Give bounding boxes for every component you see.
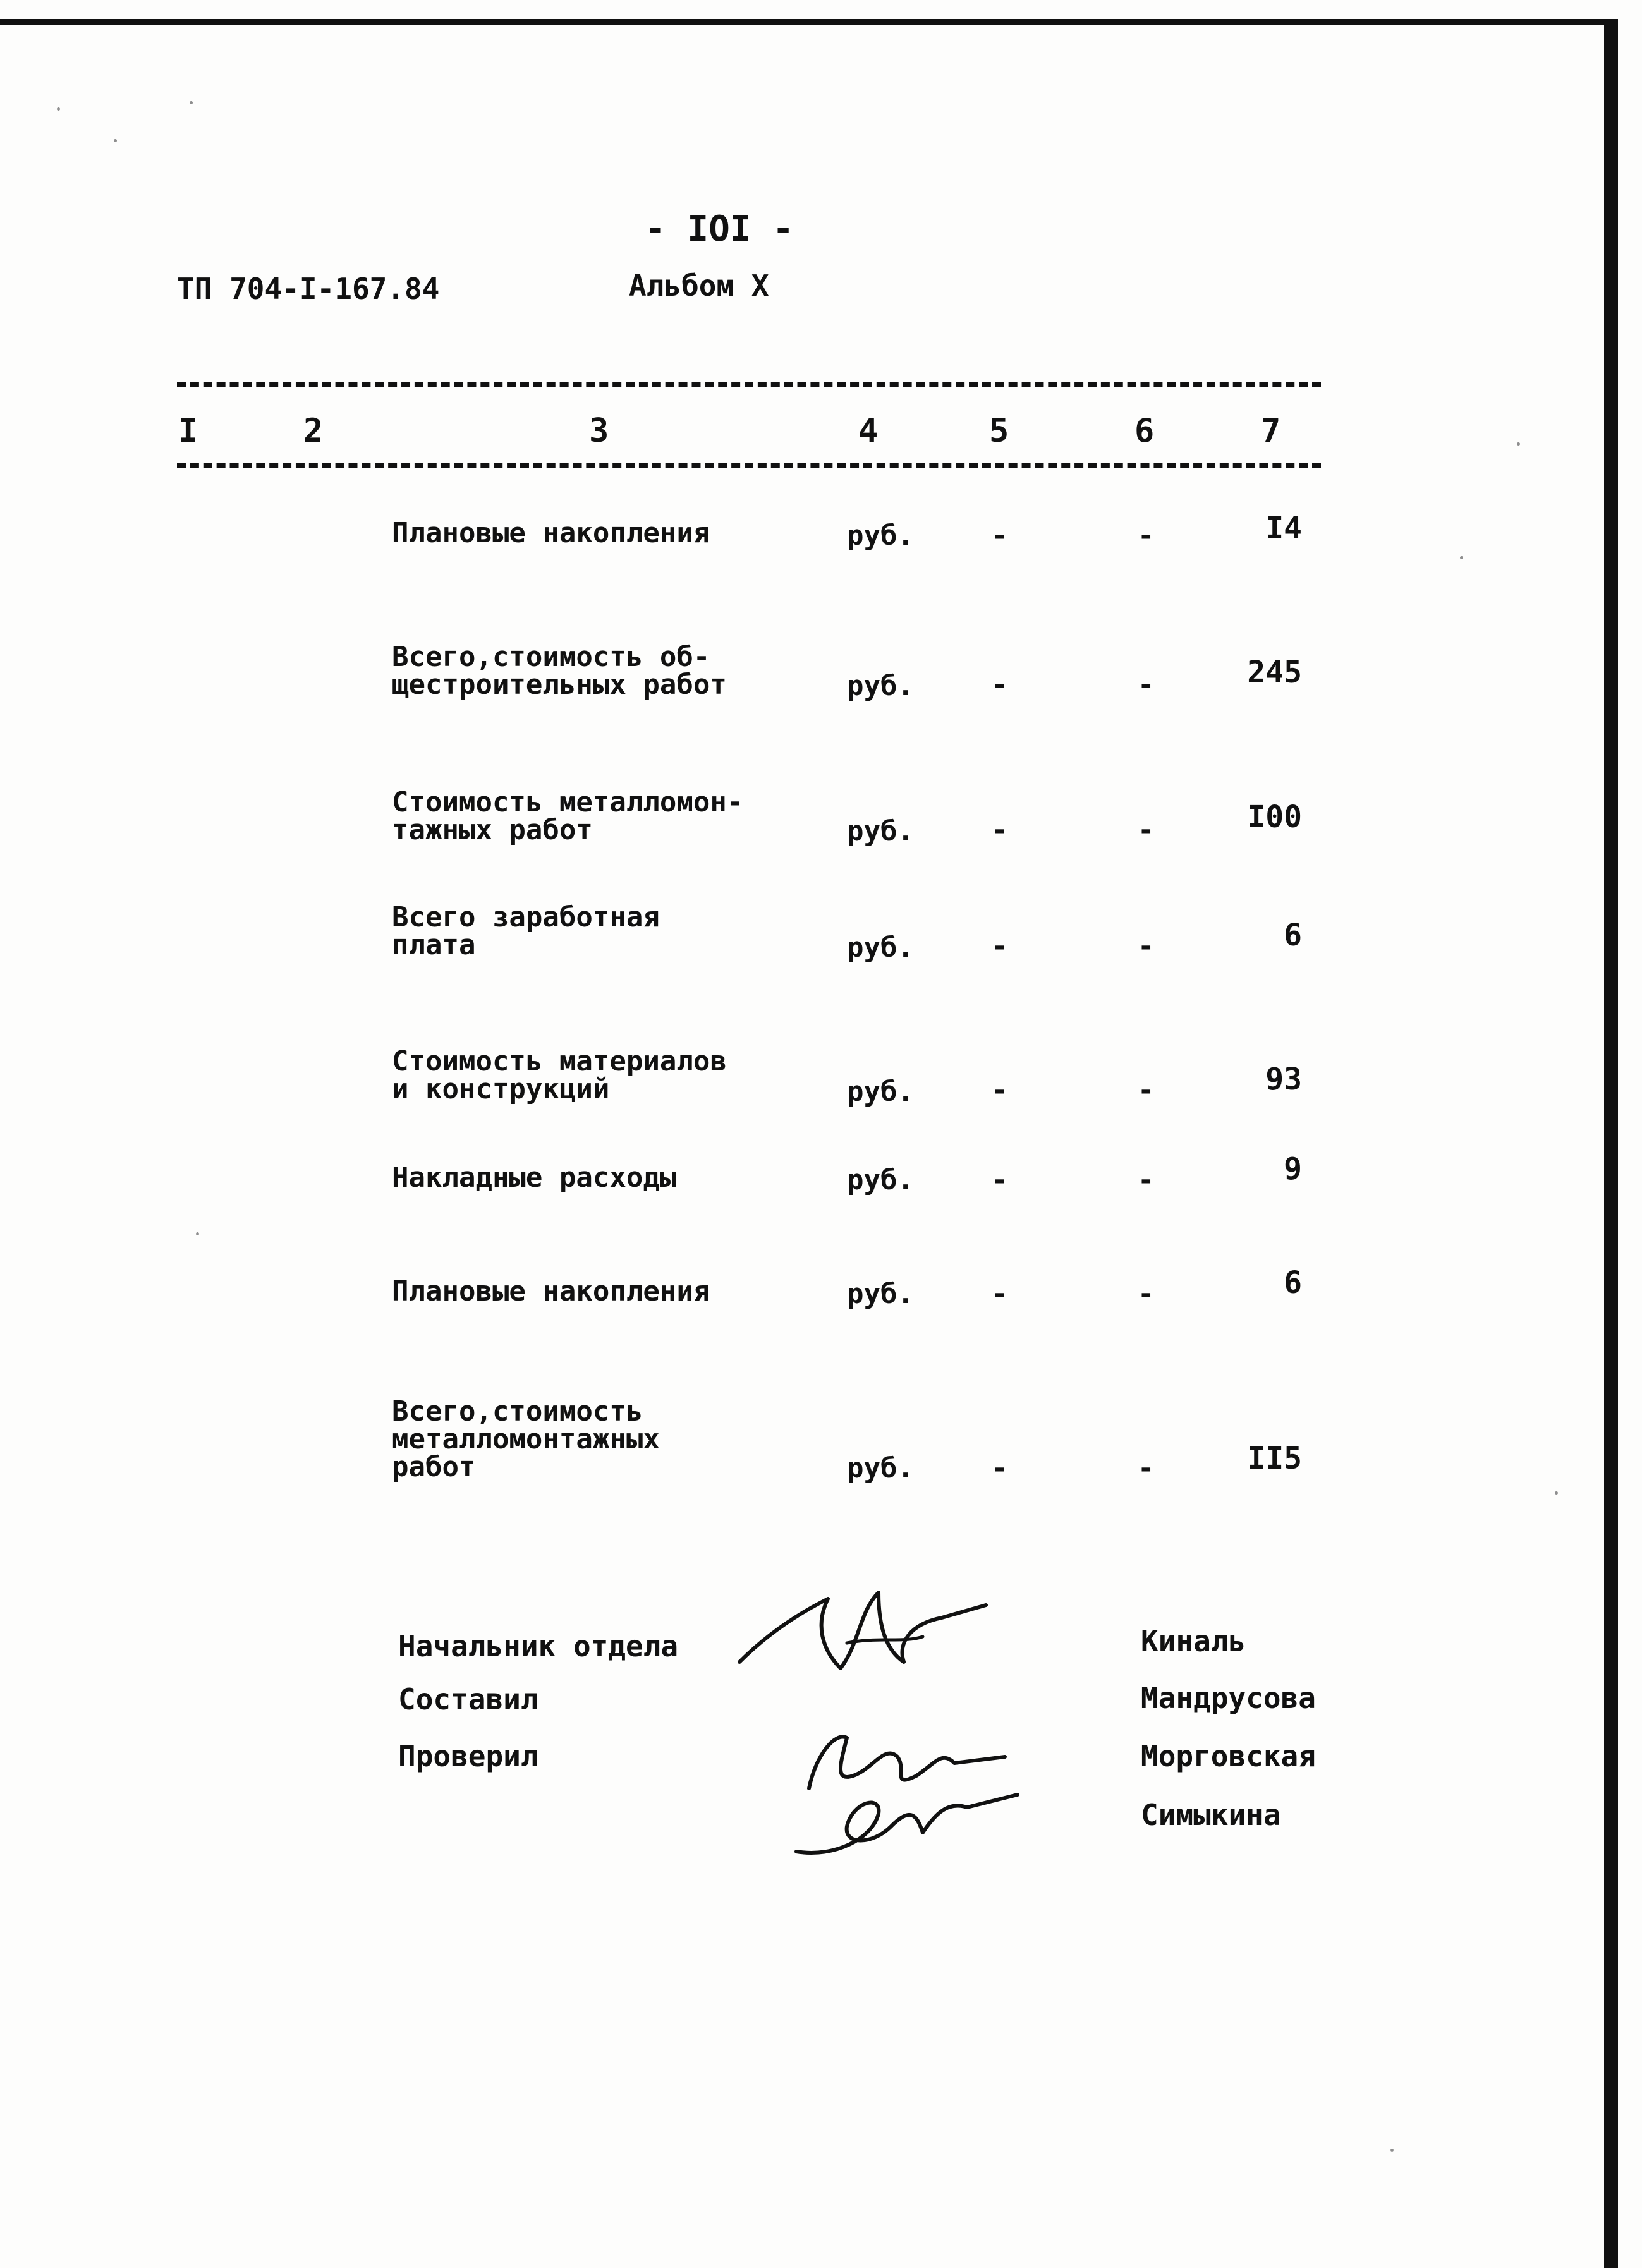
- row-col6-dash: -: [1138, 930, 1155, 962]
- column-header-7: 7: [1261, 412, 1281, 450]
- scan-speck: [1517, 442, 1520, 446]
- row-value: 93: [1265, 1062, 1302, 1097]
- row-col5-dash: -: [991, 1452, 1008, 1484]
- row-unit: руб.: [847, 931, 914, 964]
- row-col5-dash: -: [991, 1164, 1008, 1196]
- row-unit: руб.: [847, 1452, 914, 1484]
- row-col6-dash: -: [1138, 519, 1155, 552]
- signer-name: Морговская: [1141, 1739, 1316, 1773]
- row-label: Всего заработная плата: [392, 901, 660, 961]
- scan-border-top: [0, 19, 1618, 25]
- row-label: Всего,стоимость металломонтажных работ: [392, 1395, 660, 1483]
- row-col5-dash: -: [991, 519, 1008, 552]
- row-value: 6: [1284, 918, 1302, 953]
- row-unit: руб.: [847, 1278, 914, 1310]
- column-header-6: 6: [1134, 412, 1155, 450]
- row-col5-dash: -: [991, 814, 1008, 846]
- signer-name: Киналь: [1141, 1624, 1246, 1658]
- album-label: Альбом X: [629, 269, 769, 303]
- row-col6-dash: -: [1138, 669, 1155, 701]
- row-value: I4: [1265, 511, 1302, 546]
- scan-border-right: [1604, 19, 1618, 2268]
- scan-speck: [114, 139, 117, 142]
- row-value: II5: [1247, 1441, 1302, 1476]
- scan-speck: [1390, 2149, 1394, 2152]
- signer-name: Симыкина: [1141, 1798, 1281, 1832]
- column-header-4: 4: [858, 412, 879, 450]
- row-label: Стоимость материалов и конструкций: [392, 1045, 727, 1105]
- row-unit: руб.: [847, 1076, 914, 1108]
- row-unit: руб.: [847, 815, 914, 847]
- row-unit: руб.: [847, 519, 914, 552]
- table-header-rule: [177, 463, 1321, 468]
- row-col6-dash: -: [1138, 1278, 1155, 1310]
- row-label: Накладные расходы: [392, 1161, 677, 1194]
- scan-speck: [190, 101, 193, 104]
- row-label: Плановые накопления: [392, 1275, 710, 1307]
- page-number: - IOI -: [645, 209, 794, 250]
- row-unit: руб.: [847, 1164, 914, 1196]
- scan-speck: [196, 1232, 199, 1235]
- row-label: Плановые накопления: [392, 517, 710, 549]
- table-top-rule: [177, 382, 1321, 387]
- row-col6-dash: -: [1138, 1452, 1155, 1484]
- signer-name: Мандрусова: [1141, 1681, 1316, 1715]
- row-value: 245: [1247, 655, 1302, 690]
- row-label: Всего,стоимость об- щестроительных работ: [392, 641, 727, 701]
- row-value: 6: [1284, 1265, 1302, 1301]
- row-label: Стоимость металломон- тажных работ: [392, 786, 744, 846]
- row-col6-dash: -: [1138, 814, 1155, 846]
- column-header-1: I: [178, 412, 198, 450]
- role-checked-by: Проверил: [398, 1739, 538, 1773]
- document-code: ТП 704-I-167.84: [177, 272, 440, 306]
- row-col5-dash: -: [991, 669, 1008, 701]
- role-department-head: Начальник отдела: [398, 1629, 679, 1663]
- row-col6-dash: -: [1138, 1164, 1155, 1196]
- column-header-5: 5: [989, 412, 1009, 450]
- row-col5-dash: -: [991, 1074, 1008, 1107]
- scan-speck: [1460, 556, 1463, 559]
- column-header-3: 3: [589, 412, 609, 450]
- row-value: I00: [1247, 799, 1302, 835]
- handwritten-signature: [784, 1776, 1037, 1871]
- row-value: 9: [1284, 1151, 1302, 1187]
- row-col6-dash: -: [1138, 1074, 1155, 1107]
- scan-speck: [57, 107, 60, 111]
- row-unit: руб.: [847, 670, 914, 702]
- handwritten-signature: [733, 1574, 999, 1687]
- scan-speck: [1555, 1491, 1558, 1495]
- role-compiled-by: Составил: [398, 1682, 538, 1716]
- column-header-2: 2: [303, 412, 324, 450]
- row-col5-dash: -: [991, 1278, 1008, 1310]
- row-col5-dash: -: [991, 930, 1008, 962]
